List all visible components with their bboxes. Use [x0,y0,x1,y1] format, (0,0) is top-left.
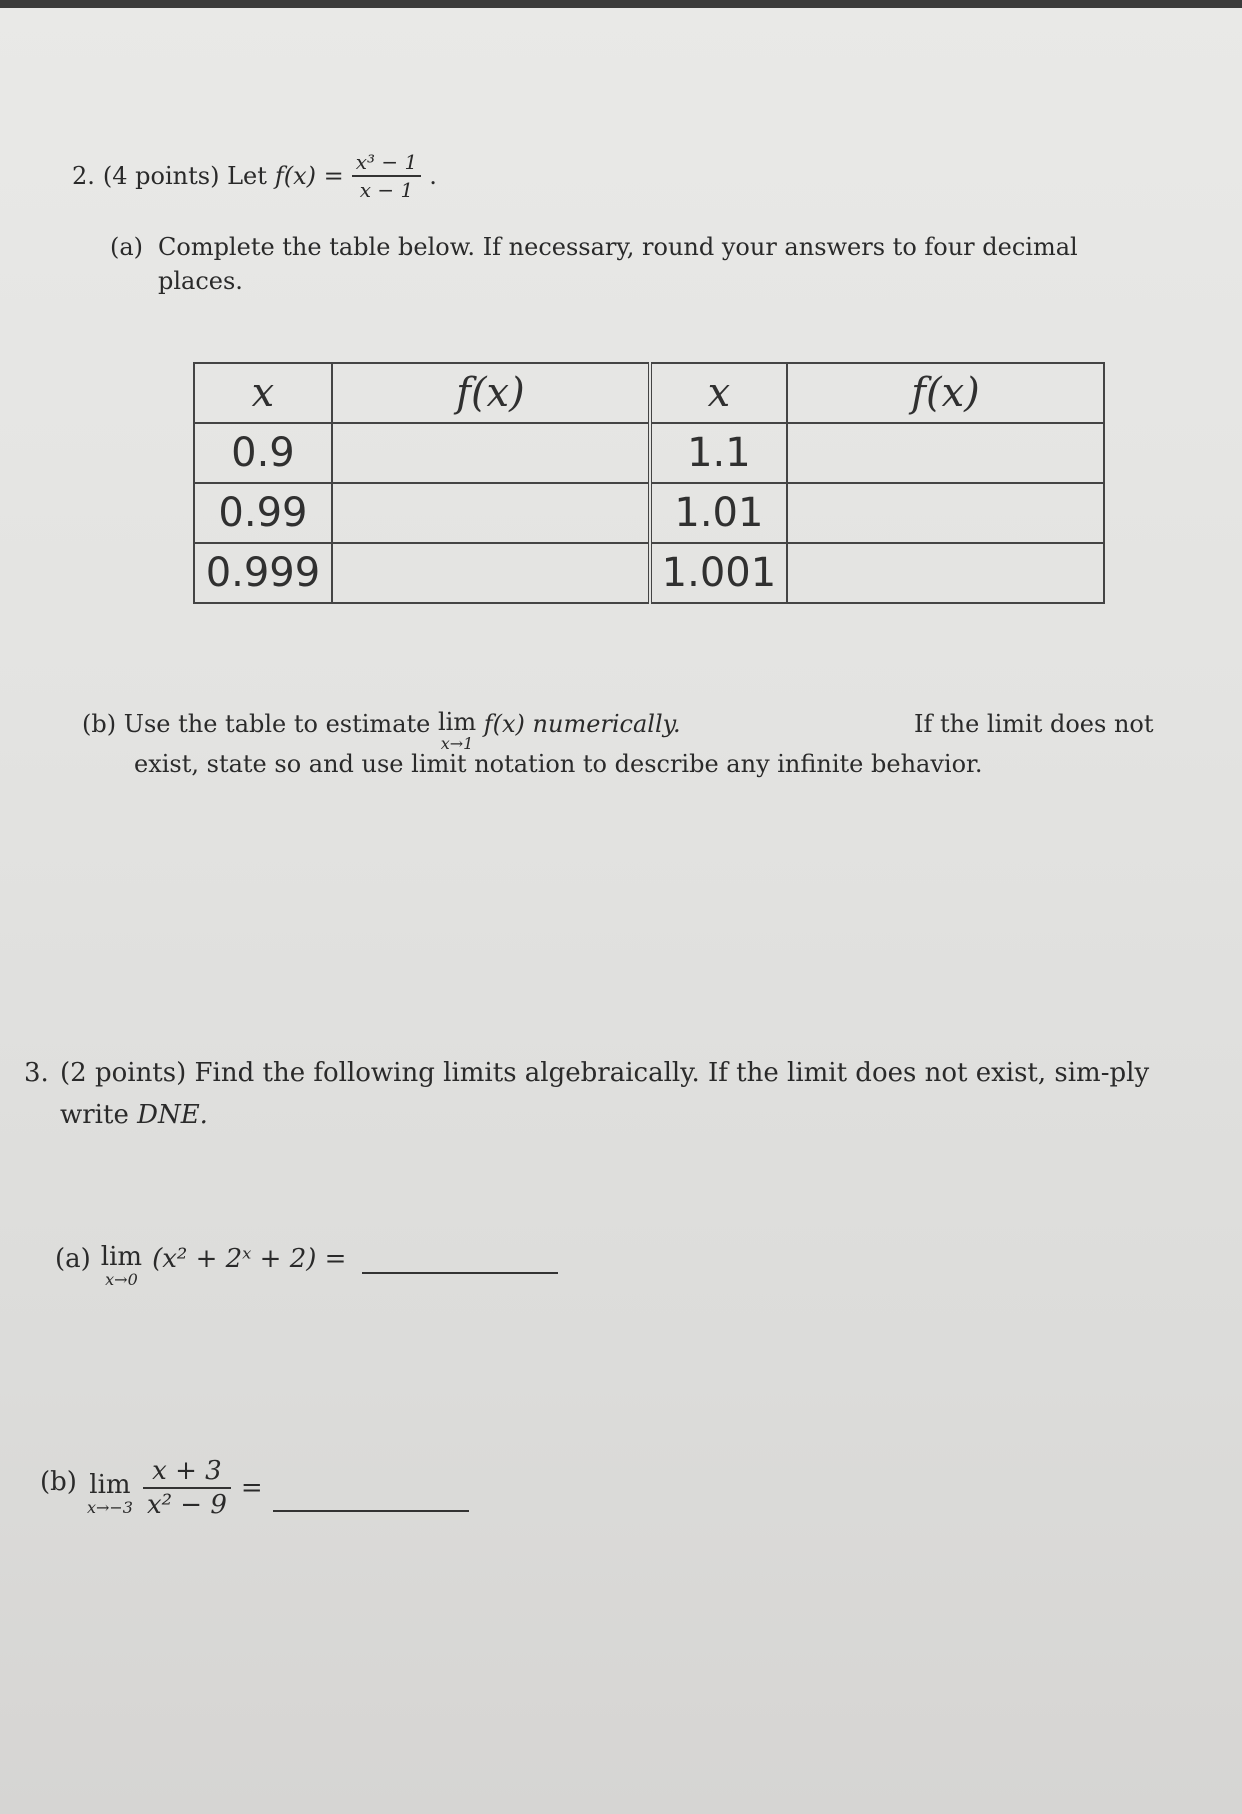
photo-top-edge [0,0,1242,8]
q2-function-numerator: x³ − 1 [352,150,422,177]
table-header-row [194,363,1104,423]
table-cell-fx-answer[interactable] [332,423,650,483]
q3-part-a-label: (a) [55,1244,91,1274]
q2-part-a-label: (a) [110,233,144,261]
table-cell-fx-answer[interactable] [787,543,1104,603]
q2-number: 2. [72,162,95,190]
table-cell-fx-answer[interactable] [787,423,1104,483]
q3-part-b-equals: = [240,1473,263,1503]
lim-operator: lim [89,1470,131,1500]
q3-part-b-fraction [143,1456,231,1520]
table-cell-x: 1.01 [650,483,787,543]
q3-part-a-limit [101,1244,142,1288]
q3-part-b-label: (b) [40,1467,77,1497]
q2-part-b-fx: f(x) [483,710,525,738]
table-cell-x: 1.001 [650,543,787,603]
lim-subscript: x→1 [440,734,474,753]
table-cell-fx-answer[interactable] [332,543,650,603]
q2-part-b-post: If the limit does not exist, state so and use limit notation to describe any infinite behavior. [134,710,1154,778]
table-header-fx-left: f(x) [332,363,650,423]
q3-dne: DNE. [137,1100,208,1130]
q2-function-fraction [352,150,422,202]
q2-part-b-numerically: numerically. [532,710,681,738]
table-cell-x: 0.9 [194,423,332,483]
q2-part-b-label: (b) [82,710,117,738]
q3-part-a-expression: (x² + 2ˣ + 2) = [152,1244,347,1274]
table-cell-x: 1.1 [650,423,787,483]
table-cell-fx-answer[interactable] [332,483,650,543]
q2-function-lhs: f(x) = [274,162,344,190]
q3-number: 3. [24,1058,49,1088]
q2-header [72,150,437,202]
q3-part-b [40,1456,469,1520]
lim-operator: lim [437,708,477,736]
q2-part-a [110,230,1150,298]
q3-part-a-answer-blank[interactable] [362,1244,558,1274]
q3-part-b-denominator: x² − 9 [146,1490,227,1520]
q2-part-b-pre: Use the table to estimate [123,710,431,738]
q3-part-b-numerator: x + 3 [143,1456,231,1489]
table-row [194,483,1104,543]
q2-period: . [429,162,437,190]
table-cell-x: 0.999 [194,543,332,603]
q2-part-b-continued [134,704,1194,784]
q3-part-b-limit [87,1472,133,1516]
q3-text: (2 points) Find the following limits algebraically. If the limit does not exist, sim-ply write [60,1058,1150,1130]
table-header-x-left: x [194,363,332,423]
q2-function-denominator: x − 1 [359,178,414,202]
lim-subscript: x→0 [105,1270,138,1289]
lim-subscript: x→−3 [86,1498,133,1517]
q2-part-a-text: Complete the table below. If necessary, round your answers to four decimal places. [158,233,1078,295]
q3-part-a [55,1244,558,1288]
q3-part-b-answer-blank[interactable] [273,1488,469,1512]
table-cell-fx-answer[interactable] [787,483,1104,543]
table-row [194,423,1104,483]
table-cell-x: 0.99 [194,483,332,543]
values-table [193,362,1105,604]
lim-operator: lim [100,1242,143,1272]
table-header-fx-right: f(x) [787,363,1104,423]
q2-points: (4 points) Let [102,162,267,190]
table-header-x-right: x [650,363,787,423]
q3-header [24,1052,1204,1136]
table-row [194,543,1104,603]
